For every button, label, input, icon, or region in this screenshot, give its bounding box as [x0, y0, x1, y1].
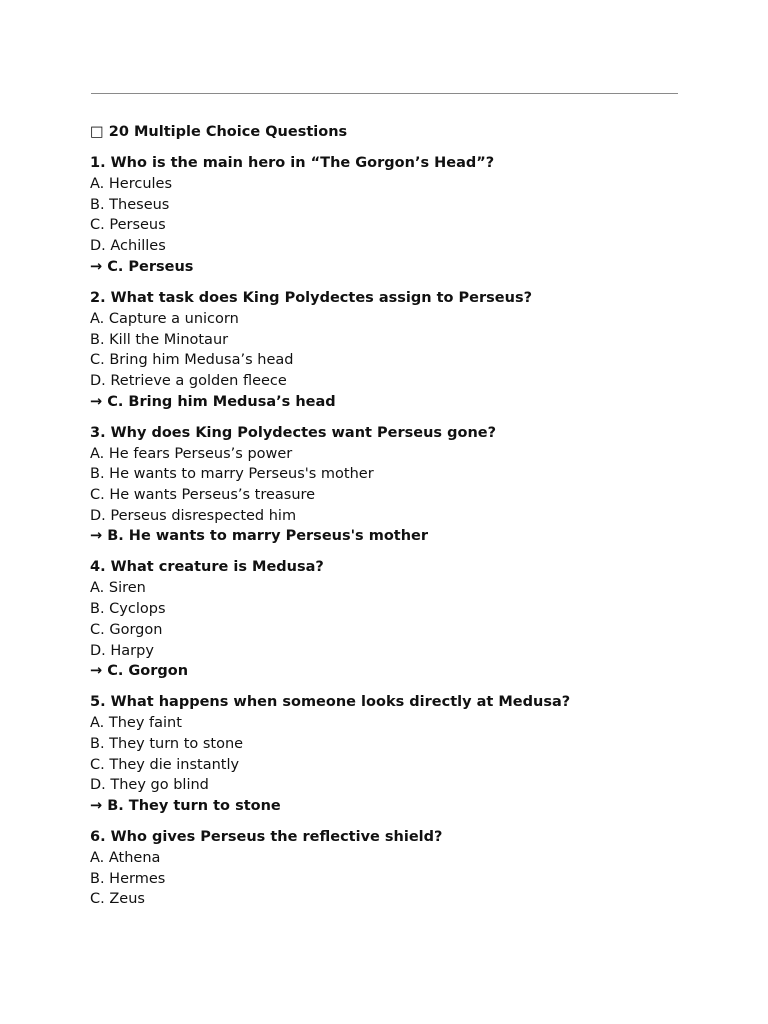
correct-answer: → B. They turn to stone	[90, 798, 281, 815]
answer-option: B. Cyclops	[90, 601, 166, 618]
answer-option: D. Retrieve a golden fleece	[90, 372, 287, 389]
question-block	[90, 557, 690, 682]
question-list	[90, 153, 690, 910]
answer-option: A. Hercules	[90, 176, 173, 192]
answer-option: C. Gorgon	[90, 621, 163, 638]
question-block	[90, 827, 690, 910]
question-block	[90, 153, 690, 278]
quiz-content	[90, 122, 690, 920]
answer-option: A. They faint	[90, 715, 182, 732]
answer-option: A. He fears Perseus’s power	[90, 445, 293, 462]
answer-option: B. Hermes	[90, 870, 166, 887]
answer-option: B. He wants to marry Perseus's mother	[90, 466, 374, 483]
correct-answer: → C. Perseus	[90, 258, 194, 275]
question-block	[90, 423, 690, 548]
answer-option: C. Bring him Medusa’s head	[90, 352, 294, 369]
answer-option: C. They die instantly	[90, 756, 240, 773]
question-text: 5. What happens when someone looks directly at Medusa?	[90, 694, 571, 711]
correct-answer: → B. He wants to marry Perseus's mother	[90, 528, 429, 545]
question-block	[90, 692, 690, 817]
answer-option: D. They go blind	[90, 777, 209, 794]
section-heading-text: 20 Multiple Choice Questions	[108, 124, 348, 140]
question-text: 4. What creature is Medusa?	[90, 559, 324, 576]
question-text: 2. What task does King Polydectes assign to Perseus?	[90, 289, 532, 306]
answer-option: B. They turn to stone	[90, 735, 244, 752]
answer-option: B. Kill the Minotaur	[90, 331, 229, 348]
answer-option: C. Perseus	[90, 217, 166, 234]
question-text: 3. Why does King Polydectes want Perseus gone?	[90, 424, 497, 441]
answer-option: D. Achilles	[90, 238, 166, 255]
question-text: 1. Who is the main hero in “The Gorgon’s Head”?	[90, 155, 495, 171]
answer-option: C. He wants Perseus’s treasure	[90, 487, 316, 504]
question-block	[90, 288, 690, 413]
section-heading	[90, 122, 690, 143]
answer-option: C. Zeus	[90, 891, 145, 908]
answer-option: B. Theseus	[90, 196, 170, 213]
correct-answer: → C. Bring him Medusa’s head	[90, 393, 336, 410]
checkbox-icon: □	[90, 124, 104, 140]
correct-answer: → C. Gorgon	[90, 663, 189, 680]
answer-option: D. Harpy	[90, 642, 154, 659]
answer-option: A. Siren	[90, 580, 146, 597]
question-text: 6. Who gives Perseus the reflective shield?	[90, 829, 443, 846]
horizontal-rule	[91, 93, 678, 94]
answer-option: D. Perseus disrespected him	[90, 507, 297, 524]
answer-option: A. Athena	[90, 850, 161, 867]
answer-option: A. Capture a unicorn	[90, 310, 239, 327]
